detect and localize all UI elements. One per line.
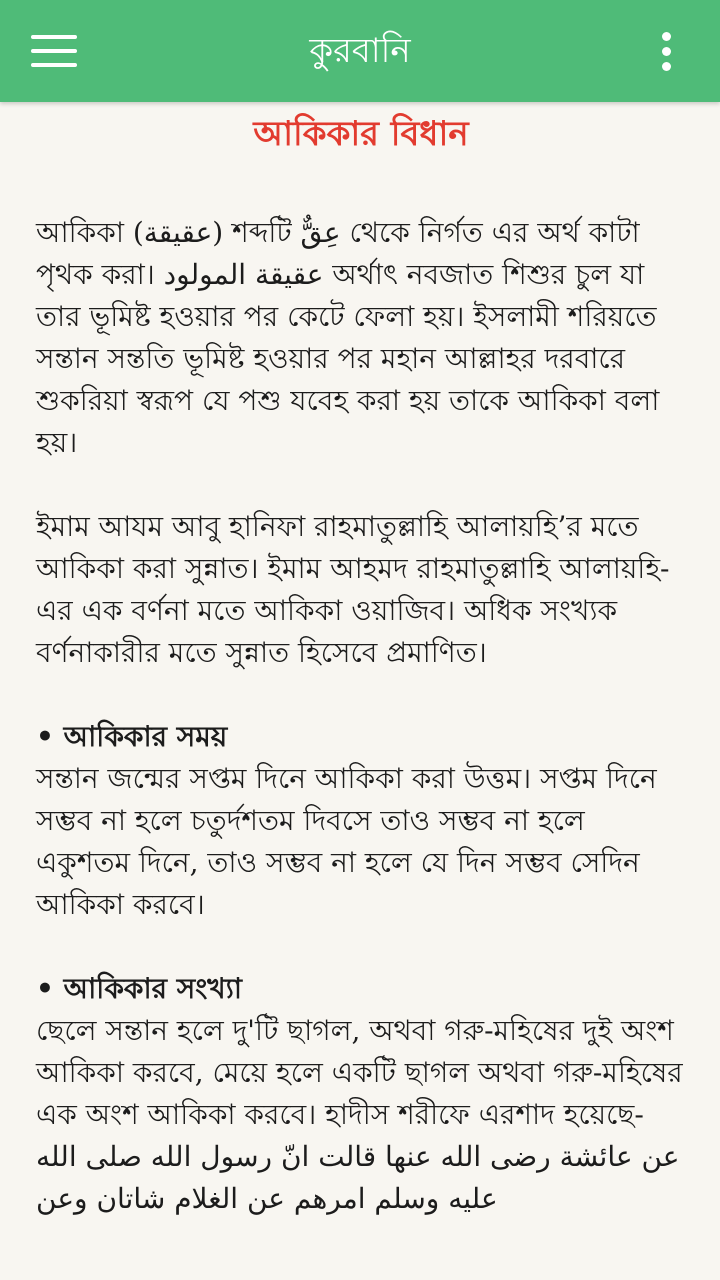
app-title: কুরবানি — [309, 31, 411, 71]
hadith-arabic-text: عن عائشة رضى الله عنها قالت انّ رسول الله صلى الله عليه وسلم امرهم عن الغلام شاتان وعن — [36, 1140, 680, 1215]
hamburger-menu-icon[interactable] — [22, 24, 86, 78]
article-paragraph: আকিকা (عقيقة) শব্দটি عِقٌّ থেকে নির্গত এর অর্থ কাটা পৃথক করা। عقيقة المولود অর্থাৎ নবজাত শিশুর চুল যা তার ভূমিষ্ট হওয়ার পর কেটে ফেলা হয়। ইসলামী শরিয়তে সন্তান সন্ততি ভূমিষ্ট হওয়ার পর মহান আল্লাহর দরবারে শুকরিয়া স্বরূপ যে পশু যবেহ করা হয় তাকে আকিকা বলা হয়। — [36, 216, 660, 459]
section-title-count: • আকিকার সংখ্যা — [36, 972, 242, 1005]
article-content — [36, 108, 686, 1220]
section-text-timing: সন্তান জন্মের সপ্তম দিনে আকিকা করা উত্তম। সপ্তম দিনে সম্ভব না হলে চতুর্দশতম দিবসে তাও সম্ভব না হলে একুশতম দিনে, তাও সম্ভব না হলে যে দিন সম্ভব সেদিন আকিকা করবে। — [36, 762, 657, 921]
article-paragraph: ইমাম আযম আবু হানিফা রাহমাতুল্লাহি আলায়হি’র মতে আকিকা করা সুন্নাত। ইমাম আহমদ রাহমাতুল্লাহি আলায়হি-এর এক বর্ণনা মতে আকিকা ওয়াজিব। অধিক সংখ্যক বর্ণনাকারীর মতে সুন্নাত হিসেবে প্রমাণিত। — [36, 510, 670, 669]
app-bar — [0, 0, 720, 102]
section-text-count: ছেলে সন্তান হলে দু'টি ছাগল, অথবা গরু-মহিষের দুই অংশ আকিকা করবে, মেয়ে হলে একটি ছাগল অথবা গরু-মহিষের এক অংশ আকিকা করবে। হাদীস শরীফে এরশাদ হয়েছে- — [36, 1014, 683, 1131]
page-title: আকিকার বিধান — [253, 114, 469, 154]
section-title-timing: • আকিকার সময় — [36, 720, 228, 753]
vertical-dots-icon[interactable] — [640, 24, 692, 78]
